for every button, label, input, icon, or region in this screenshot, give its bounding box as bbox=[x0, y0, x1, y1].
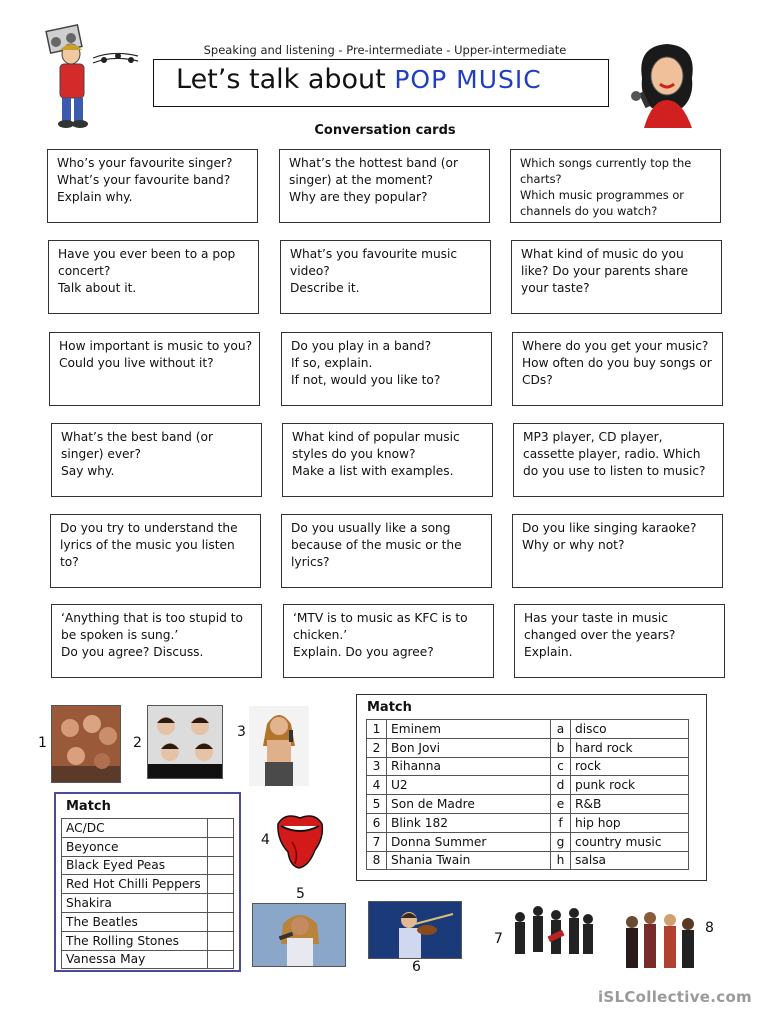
artist-name: Eminem bbox=[387, 720, 551, 739]
artist-name: Bon Jovi bbox=[387, 738, 551, 757]
artist-name: The Beatles bbox=[62, 912, 208, 931]
artist-name: Blink 182 bbox=[387, 813, 551, 832]
row-letter: g bbox=[551, 832, 571, 851]
genre-name: disco bbox=[571, 720, 689, 739]
artist-name: Shania Twain bbox=[387, 851, 551, 870]
row-number: 8 bbox=[367, 851, 387, 870]
card-line: singer) at the moment? bbox=[289, 173, 434, 187]
card-line: Has your taste in music bbox=[524, 611, 668, 625]
conversation-card bbox=[514, 604, 725, 678]
conversation-card bbox=[47, 149, 258, 223]
card-line: CDs? bbox=[522, 373, 553, 387]
photo-number: 4 bbox=[261, 832, 270, 848]
artist-name: The Rolling Stones bbox=[62, 931, 208, 950]
conversation-card bbox=[50, 514, 261, 588]
artist-name: AC/DC bbox=[62, 819, 208, 838]
card-line: Do you usually like a song bbox=[291, 521, 451, 535]
card-line: ‘MTV is to music as KFC is to bbox=[293, 611, 468, 625]
row-number: 4 bbox=[367, 776, 387, 795]
card-line: Where do you get your music? bbox=[522, 339, 709, 353]
conversation-card bbox=[51, 423, 262, 497]
card-line: What’s you favourite music bbox=[290, 247, 458, 261]
table-row bbox=[367, 776, 689, 795]
match-table-genres bbox=[356, 694, 707, 881]
card-line: How often do you buy songs or bbox=[522, 356, 712, 370]
photo-number: 8 bbox=[705, 920, 714, 936]
card-line: because of the music or the bbox=[291, 538, 462, 552]
card-line: Describe it. bbox=[290, 281, 360, 295]
violinist-photo-6 bbox=[368, 901, 462, 959]
artist-genre-table bbox=[366, 719, 689, 870]
table-row bbox=[62, 950, 234, 969]
table-row bbox=[62, 856, 234, 875]
artist-name: Beyonce bbox=[62, 837, 208, 856]
card-line: singer) ever? bbox=[61, 447, 142, 461]
card-line: like? Do your parents share bbox=[521, 264, 689, 278]
conversation-card bbox=[49, 332, 260, 406]
band-photo-2 bbox=[147, 705, 223, 779]
card-line: Explain. bbox=[524, 645, 573, 659]
answer-box[interactable] bbox=[208, 931, 234, 950]
artist-name: Donna Summer bbox=[387, 832, 551, 851]
genre-name: salsa bbox=[571, 851, 689, 870]
section-title: Conversation cards bbox=[314, 123, 456, 138]
card-line: be spoken is sung.’ bbox=[61, 628, 179, 642]
conversation-card bbox=[512, 514, 723, 588]
table-row bbox=[62, 875, 234, 894]
card-line: Which songs currently top the bbox=[520, 156, 692, 170]
card-line: Could you live without it? bbox=[59, 356, 214, 370]
answer-box[interactable] bbox=[208, 894, 234, 913]
photo-number: 2 bbox=[133, 735, 142, 751]
conversation-card bbox=[281, 332, 492, 406]
answer-box[interactable] bbox=[208, 875, 234, 894]
card-line: How important is music to you? bbox=[59, 339, 253, 353]
artist-name: Vanessa May bbox=[62, 950, 208, 969]
artist-name: Shakira bbox=[62, 894, 208, 913]
conversation-card bbox=[512, 332, 723, 406]
card-line: lyrics? bbox=[291, 555, 330, 569]
table-row bbox=[367, 795, 689, 814]
artist-name: Black Eyed Peas bbox=[62, 856, 208, 875]
card-line: ‘Anything that is too stupid to bbox=[61, 611, 243, 625]
singer-woman-clipart bbox=[622, 38, 712, 128]
card-line: What kind of popular music bbox=[292, 430, 460, 444]
card-line: Have you ever been to a pop bbox=[58, 247, 236, 261]
genre-name: rock bbox=[571, 757, 689, 776]
card-line: video? bbox=[290, 264, 330, 278]
artist-list-table bbox=[61, 818, 234, 969]
card-line: If not, would you like to? bbox=[291, 373, 441, 387]
card-line: Explain why. bbox=[57, 190, 133, 204]
card-line: chicken.’ bbox=[293, 628, 348, 642]
row-number: 7 bbox=[367, 832, 387, 851]
rolling-stones-tongue-logo-icon bbox=[275, 812, 325, 870]
table-row bbox=[62, 931, 234, 950]
band-photo-7 bbox=[508, 895, 596, 971]
band-photo-8 bbox=[620, 906, 700, 970]
genre-name: R&B bbox=[571, 795, 689, 814]
card-line: Say why. bbox=[61, 464, 115, 478]
card-line: charts? bbox=[520, 172, 562, 186]
card-line: Why are they popular? bbox=[289, 190, 428, 204]
card-line: do you use to listen to music? bbox=[523, 464, 706, 478]
table-row bbox=[62, 837, 234, 856]
conversation-card bbox=[51, 604, 262, 678]
answer-box[interactable] bbox=[208, 950, 234, 969]
answer-box[interactable] bbox=[208, 856, 234, 875]
card-line: Which music programmes or bbox=[520, 188, 684, 202]
card-line: Explain. Do you agree? bbox=[293, 645, 434, 659]
row-number: 6 bbox=[367, 813, 387, 832]
card-line: to? bbox=[60, 555, 79, 569]
card-line: Do you agree? Discuss. bbox=[61, 645, 204, 659]
photo-number: 3 bbox=[237, 724, 246, 740]
row-letter: a bbox=[551, 720, 571, 739]
table-row bbox=[62, 894, 234, 913]
genre-name: hip hop bbox=[571, 813, 689, 832]
conversation-card bbox=[279, 149, 490, 223]
table-row bbox=[367, 832, 689, 851]
row-number: 5 bbox=[367, 795, 387, 814]
boombox-boy-clipart bbox=[38, 20, 153, 132]
genre-name: country music bbox=[571, 832, 689, 851]
card-line: your taste? bbox=[521, 281, 590, 295]
card-line: What’s your favourite band? bbox=[57, 173, 231, 187]
row-number: 2 bbox=[367, 738, 387, 757]
conversation-card bbox=[282, 423, 493, 497]
row-letter: c bbox=[551, 757, 571, 776]
photo-number: 6 bbox=[412, 959, 421, 975]
card-line: What kind of music do you bbox=[521, 247, 684, 261]
table-row bbox=[367, 720, 689, 739]
table-row bbox=[62, 819, 234, 838]
watermark: iSLCollective.com bbox=[597, 988, 752, 1006]
conversation-card bbox=[48, 240, 259, 314]
photo-number: 5 bbox=[296, 886, 305, 902]
card-line: Do you like singing karaoke? bbox=[522, 521, 697, 535]
conversation-card bbox=[280, 240, 491, 314]
card-line: styles do you know? bbox=[292, 447, 416, 461]
conversation-card bbox=[283, 604, 494, 678]
genre-name: hard rock bbox=[571, 738, 689, 757]
card-line: Make a list with examples. bbox=[292, 464, 454, 478]
worksheet-subtitle: Speaking and listening - Pre-intermediate - Upper-intermediate bbox=[203, 43, 567, 57]
card-line: cassette player, radio. Which bbox=[523, 447, 701, 461]
row-number: 1 bbox=[367, 720, 387, 739]
conversation-card bbox=[513, 423, 724, 497]
title-highlight: POP MUSIC bbox=[394, 65, 542, 94]
page-title bbox=[176, 64, 542, 95]
title-text: Let’s talk about bbox=[176, 64, 386, 95]
card-line: What’s the hottest band (or bbox=[289, 156, 458, 170]
row-number: 3 bbox=[367, 757, 387, 776]
genre-name: punk rock bbox=[571, 776, 689, 795]
artist-name: U2 bbox=[387, 776, 551, 795]
card-line: Do you try to understand the bbox=[60, 521, 238, 535]
row-letter: b bbox=[551, 738, 571, 757]
match-heading: Match bbox=[66, 799, 111, 814]
table-row bbox=[367, 738, 689, 757]
row-letter: d bbox=[551, 776, 571, 795]
conversation-card bbox=[511, 240, 722, 314]
artist-name: Red Hot Chilli Peppers bbox=[62, 875, 208, 894]
answer-box[interactable] bbox=[208, 819, 234, 838]
conversation-card bbox=[510, 149, 721, 223]
artist-name: Son de Madre bbox=[387, 795, 551, 814]
answer-box[interactable] bbox=[208, 912, 234, 931]
table-row bbox=[367, 757, 689, 776]
answer-box[interactable] bbox=[208, 837, 234, 856]
card-line: Who’s your favourite singer? bbox=[57, 156, 233, 170]
card-line: If so, explain. bbox=[291, 356, 373, 370]
card-line: Talk about it. bbox=[58, 281, 137, 295]
card-line: channels do you watch? bbox=[520, 204, 658, 218]
match-table-artists bbox=[54, 792, 241, 972]
card-line: Why or why not? bbox=[522, 538, 625, 552]
table-row bbox=[62, 912, 234, 931]
table-row bbox=[367, 851, 689, 870]
card-line: Do you play in a band? bbox=[291, 339, 432, 353]
card-line: MP3 player, CD player, bbox=[523, 430, 663, 444]
row-letter: e bbox=[551, 795, 571, 814]
photo-number: 1 bbox=[38, 735, 47, 751]
card-line: changed over the years? bbox=[524, 628, 676, 642]
conversation-card bbox=[281, 514, 492, 588]
table-row bbox=[367, 813, 689, 832]
singer-photo-5 bbox=[252, 903, 346, 967]
artist-name: Rihanna bbox=[387, 757, 551, 776]
title-box bbox=[153, 59, 609, 107]
match-heading: Match bbox=[367, 700, 412, 715]
photo-number: 7 bbox=[494, 931, 503, 947]
row-letter: f bbox=[551, 813, 571, 832]
singer-photo-3 bbox=[249, 706, 309, 786]
card-line: lyrics of the music you listen bbox=[60, 538, 235, 552]
band-photo-1 bbox=[51, 705, 121, 783]
card-line: concert? bbox=[58, 264, 111, 278]
card-line: What’s the best band (or bbox=[61, 430, 213, 444]
row-letter: h bbox=[551, 851, 571, 870]
